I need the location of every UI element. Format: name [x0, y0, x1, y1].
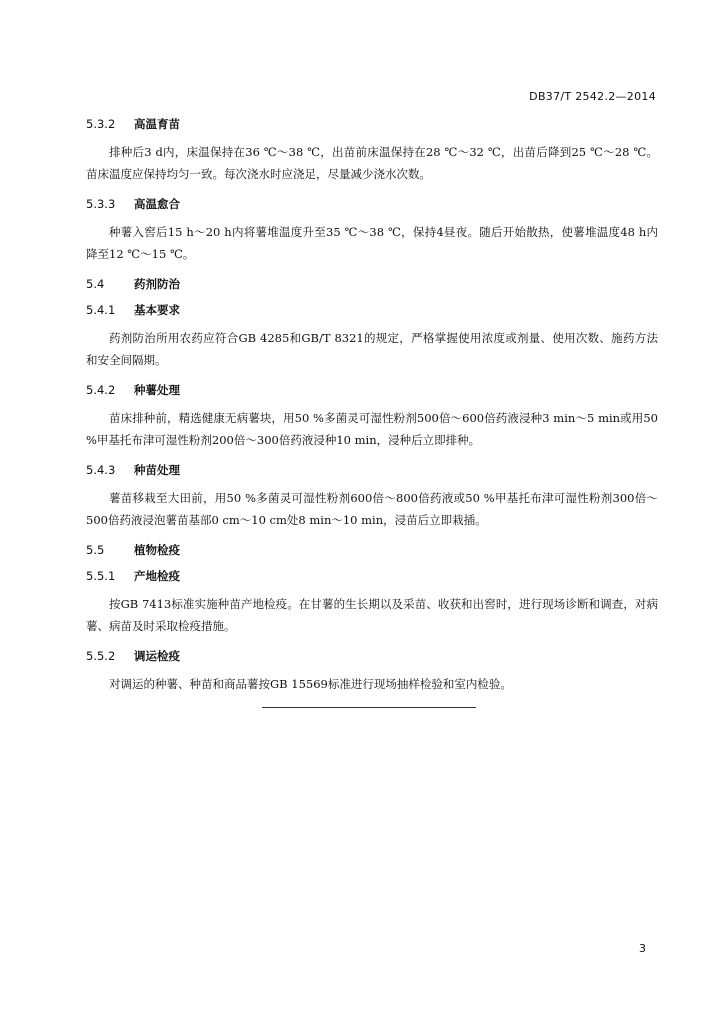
- section-heading: [86, 195, 658, 213]
- section-paragraph: 排种后3 d内，床温保持在36 ℃～38 ℃，出苗前床温保持在28 ℃～32 ℃，出苗后降到25 ℃～28 ℃。苗床温度应保持均匀一致。每次浇水时应浇足，尽量减少浇水次数。: [86, 145, 658, 181]
- section-heading: [86, 647, 658, 665]
- section-title: 基本要求: [134, 303, 181, 317]
- section-title: 高温育苗: [134, 117, 181, 131]
- section-paragraph: 对调运的种薯、种苗和商品薯按GB 15569标准进行现场抽样检验和室内检验。: [109, 677, 512, 691]
- section-number: 5.4.2: [86, 383, 116, 397]
- section-heading: [86, 301, 658, 319]
- end-of-document-rule: [262, 707, 476, 708]
- section-number: 5.5: [86, 543, 105, 557]
- page-number: 3: [639, 942, 646, 955]
- section-heading: [86, 567, 658, 585]
- section-title: 植物检疫: [134, 543, 181, 557]
- section-title: 调运检疫: [134, 649, 181, 663]
- section-heading: [86, 381, 658, 399]
- section-title: 药剂防治: [134, 277, 181, 291]
- section-number: 5.3.3: [86, 197, 116, 211]
- section-title: 产地检疫: [134, 569, 181, 583]
- section-number: 5.5.2: [86, 649, 116, 663]
- section-title: 种薯处理: [134, 383, 181, 397]
- section-heading: [86, 115, 658, 133]
- section-paragraph: 薯苗移栽至大田前，用50 %多菌灵可湿性粉剂600倍～800倍药液或50 %甲基托布津可湿性粉剂300倍～500倍药液浸泡薯苗基部0 cm～10 cm处8 min～10 min，浸苗后立即栽插。: [86, 491, 658, 527]
- section-number: 5.4.1: [86, 303, 116, 317]
- section-number: 5.5.1: [86, 569, 116, 583]
- section-number: 5.3.2: [86, 117, 116, 131]
- document-body: [86, 115, 658, 705]
- section-paragraph: 药剂防治所用农药应符合GB 4285和GB/T 8321的规定，严格掌握使用浓度或剂量、使用次数、施药方法和安全间隔期。: [86, 331, 658, 367]
- section-heading: [86, 541, 658, 559]
- section-title: 种苗处理: [134, 463, 181, 477]
- section-title: 高温愈合: [134, 197, 181, 211]
- section-heading: [86, 461, 658, 479]
- section-paragraph: 苗床排种前，精选健康无病薯块，用50 %多菌灵可湿性粉剂500倍～600倍药液浸种3 min～5 min或用50 %甲基托布津可湿性粉剂200倍～300倍药液浸种10 min，浸种后立即排种。: [86, 411, 658, 447]
- section-paragraph: 种薯入窖后15 h～20 h内将薯堆温度升至35 ℃～38 ℃，保持4昼夜。随后开始散热，使薯堆温度48 h内降至12 ℃～15 ℃。: [86, 225, 658, 261]
- section-number: 5.4.3: [86, 463, 116, 477]
- section-number: 5.4: [86, 277, 105, 291]
- standard-code: DB37/T 2542.2—2014: [529, 90, 656, 103]
- section-paragraph: 按GB 7413标准实施种苗产地检疫。在甘薯的生长期以及采苗、收获和出窖时，进行现场诊断和调查，对病薯、病苗及时采取检疫措施。: [86, 597, 658, 633]
- section-heading: [86, 275, 658, 293]
